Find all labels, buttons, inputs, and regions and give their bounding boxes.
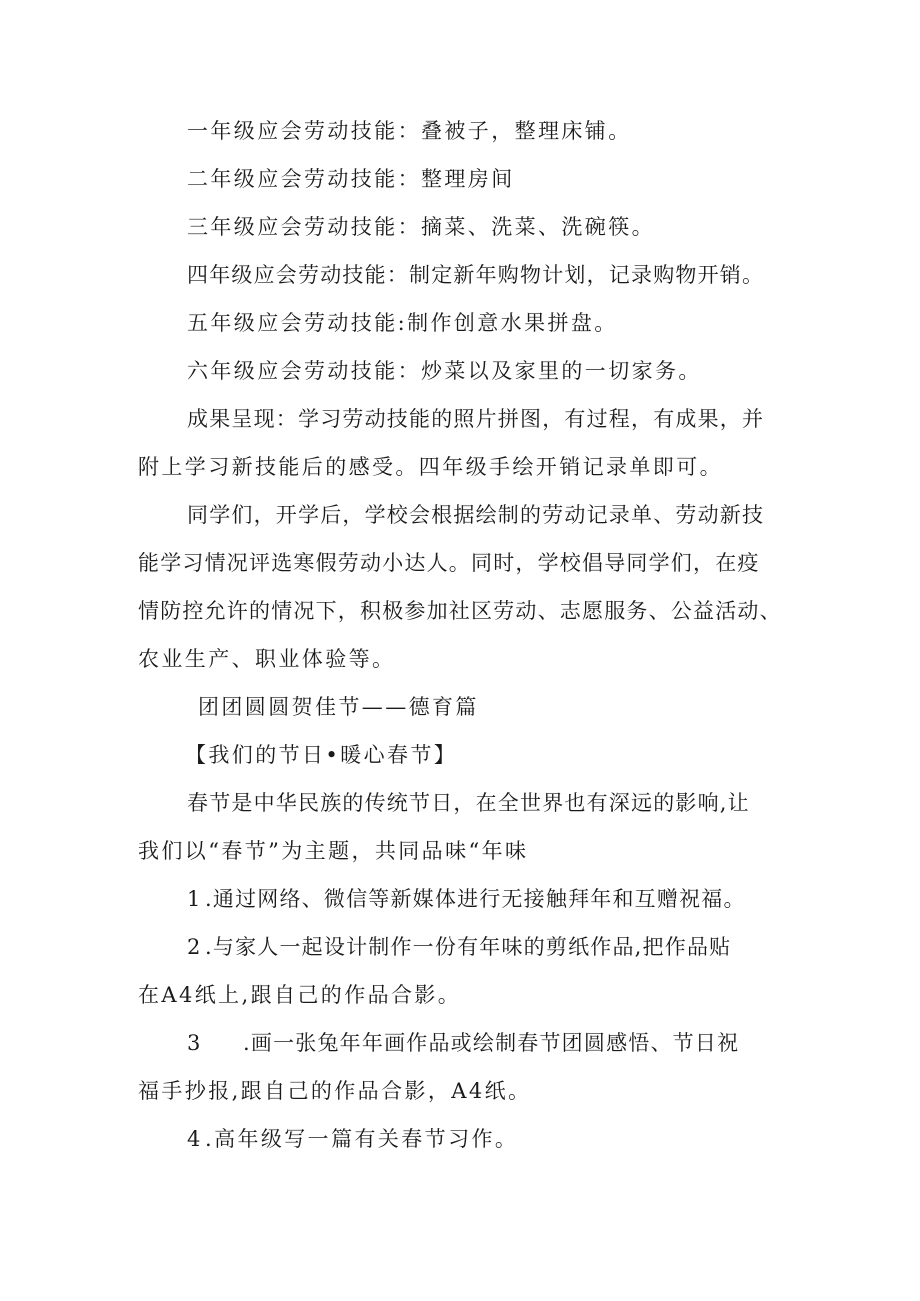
grade-5-skill: 五年级应会劳动技能:制作创意水果拼盘。 <box>187 311 618 335</box>
item-3-number: 3 <box>187 1031 203 1055</box>
item-3-text-2: 福手抄报,跟自己的作品合影，A4纸。 <box>138 1079 532 1103</box>
students-line-2: 能学习情况评选寒假劳动小达人。同时，学校倡导同学们，在疫 <box>138 551 760 575</box>
grade-3-skill: 三年级应会劳动技能：摘菜、洗菜、洗碗筷。 <box>187 215 655 239</box>
students-line-4: 农业生产、职业体验等。 <box>138 647 396 671</box>
item-2-text-1: .与家人一起设计制作一份有年味的剪纸作品,把作品贴 <box>205 935 732 959</box>
result-line-1: 成果呈现：学习劳动技能的照片拼图，有过程，有成果，并 <box>187 407 765 431</box>
result-line-2: 附上学习新技能后的感受。四年级手绘开销记录单即可。 <box>138 455 723 479</box>
item-1-text: .通过网络、微信等新媒体进行无接触拜年和互赠祝福。 <box>205 887 746 911</box>
students-line-1: 同学们，开学后，学校会根据绘制的劳动记录单、劳动新技 <box>187 503 765 527</box>
students-line-3: 情防控允许的情况下，积极参加社区劳动、志愿服务、公益活动、 <box>138 599 782 623</box>
item-2-number: 2 <box>187 935 203 959</box>
festival-title: 【我们的节日•暖心春节】 <box>185 743 458 767</box>
item-2-text-2: 在A4纸上,跟自己的作品合影。 <box>138 983 462 1007</box>
item-1-number: 1 <box>187 887 203 911</box>
grade-1-skill: 一年级应会劳动技能：叠被子，整理床铺。 <box>187 119 632 143</box>
item-4-number: 4 <box>187 1127 203 1151</box>
spring-line-2: 我们以“春节”为主题，共同品味“年味 <box>138 839 529 863</box>
grade-4-skill: 四年级应会劳动技能：制定新年购物计划，记录购物开销。 <box>187 263 765 287</box>
spring-line-1: 春节是中华民族的传统节日，在全世界也有深远的影响,让 <box>187 791 750 815</box>
section-title: 团团圆圆贺佳节——德育篇 <box>198 695 479 719</box>
grade-6-skill: 六年级应会劳动技能：炒菜以及家里的一切家务。 <box>187 359 702 383</box>
item-3-text-1: .画一张兔年年画作品或绘制春节团圆感悟、节日祝 <box>243 1031 740 1055</box>
grade-2-skill: 二年级应会劳动技能：整理房间 <box>187 167 515 191</box>
item-4-text: .高年级写一篇有关春节习作。 <box>205 1127 519 1151</box>
